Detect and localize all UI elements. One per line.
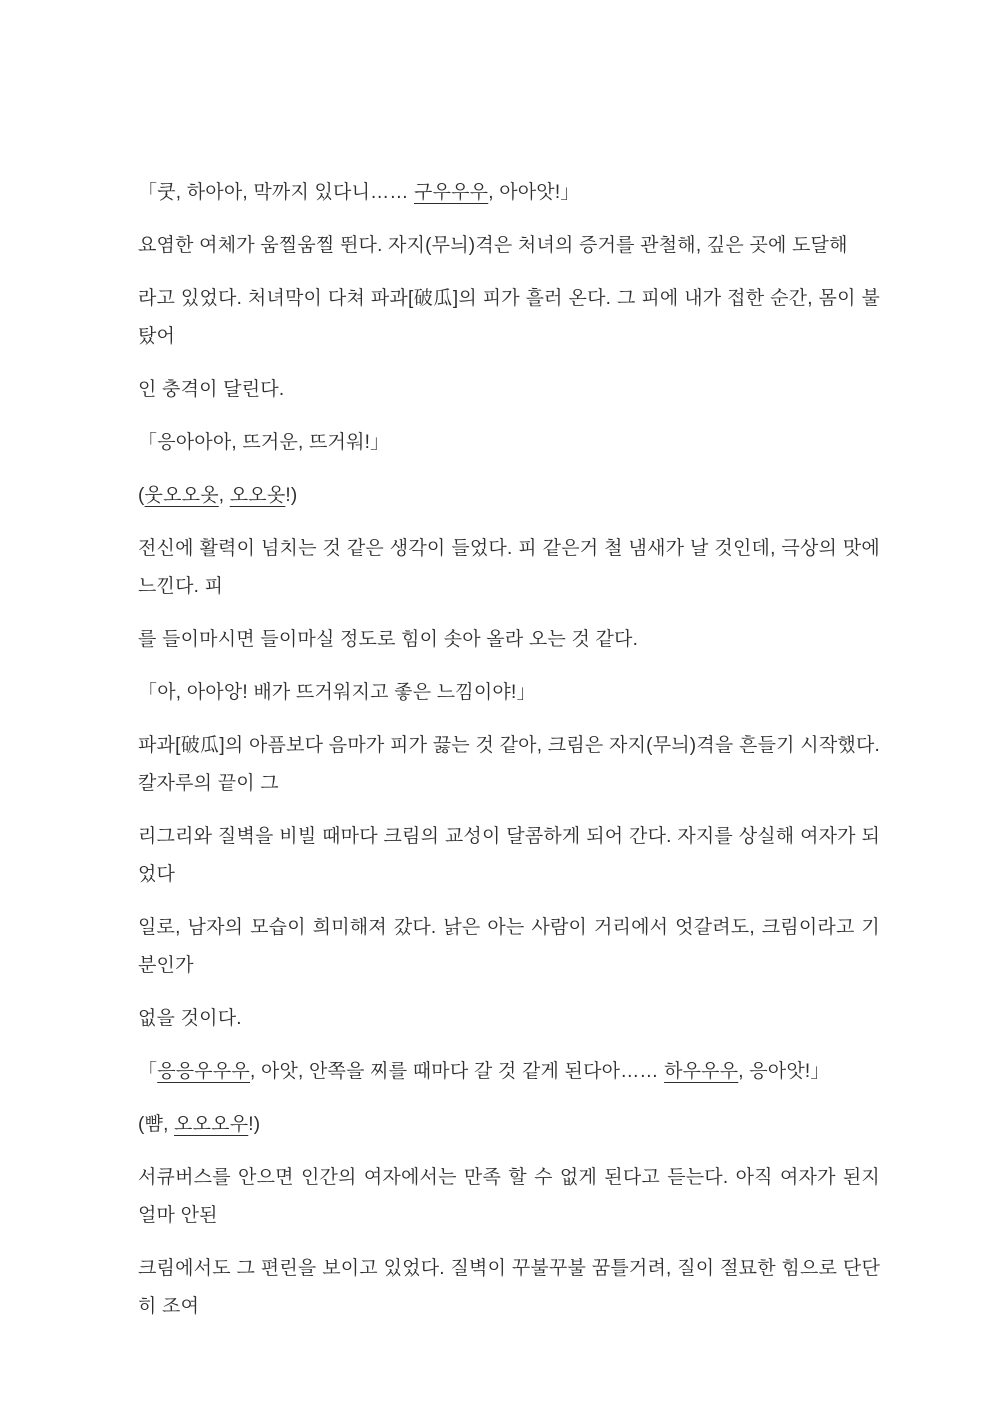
paragraph [138,727,880,803]
paragraph [138,1106,880,1144]
underlined-text: 오오오우 [174,1114,249,1135]
paragraph [138,530,880,606]
text-segment: 없을 것이다. [138,1008,242,1029]
paragraph [138,371,880,409]
text-segment: , 아아앗!」 [488,182,580,203]
text-segment: 서큐버스를 안으면 인간의 여자에서는 만족 할 수 없게 된다고 듣는다. 아직 여자가 된지 얼마 안된 [138,1167,880,1226]
paragraph [138,674,880,712]
text-segment: 인 충격이 달린다. [138,379,285,400]
underlined-text: 하우우우 [664,1061,739,1082]
text-segment: , [218,485,230,506]
text-segment: 파과[破瓜]의 아픔보다 음마가 피가 끓는 것 같아, 크림은 자지(무늬)격을 흔들기 시작했다. 칼자루의 끝이 그 [138,735,880,794]
paragraph [138,477,880,515]
text-segment: , 아앗, 안쪽을 찌를 때마다 갈 것 같게 된다아…… [249,1061,665,1082]
text-segment: !) [248,1114,261,1135]
text-segment: 「쿳, 하아아, 막까지 있다니…… [138,182,415,203]
text-segment: , 응아앗!」 [738,1061,830,1082]
text-segment: 라고 있었다. 처녀막이 다쳐 파과[破瓜]의 피가 흘러 온다. 그 피에 내가 접한 순간, 몸이 불탔어 [138,288,880,347]
underlined-text: 응응우우우 [157,1061,250,1082]
text-segment: 일로, 남자의 모습이 희미해져 갔다. 낡은 아는 사람이 거리에서 엇갈려도, 크림이라고 기분인가 [138,917,880,976]
paragraph [138,621,880,659]
paragraph [138,174,880,212]
text-segment: 「 [138,1061,158,1082]
text-segment: 「아, 아아앙! 배가 뜨거워지고 좋은 느낌이야!」 [138,682,536,703]
paragraph [138,1000,880,1038]
text-segment: 「응아아아, 뜨거운, 뜨거워!」 [138,432,390,453]
text-segment: 요염한 여체가 움찔움찔 뛴다. 자지(무늬)격은 처녀의 증거를 관철해, 깊은 곳에 도달해 [138,235,848,256]
paragraph [138,1053,880,1091]
paragraph [138,818,880,894]
text-segment: 크림에서도 그 편린을 보이고 있었다. 질벽이 꾸불꾸불 꿈틀거려, 질이 절묘한 힘으로 단단히 조여 [138,1258,880,1317]
paragraph [138,1159,880,1235]
underlined-text: 구우우우 [414,182,489,203]
paragraph [138,280,880,356]
paragraph [138,909,880,985]
underlined-text: 웃오오옷 [144,485,219,506]
text-segment: !) [285,485,298,506]
paragraph [138,424,880,462]
text-segment: (뺨, [138,1114,175,1135]
paragraph [138,227,880,265]
underlined-text: 오오옷 [229,485,286,506]
text-segment: 를 들이마시면 들이마실 정도로 힘이 솟아 올라 오는 것 같다. [138,629,639,650]
text-segment: ( [138,485,145,506]
paragraph [138,1250,880,1326]
text-segment: 리그리와 질벽을 비빌 때마다 크림의 교성이 달콤하게 되어 간다. 자지를 상실해 여자가 되었다 [138,826,880,885]
text-content [138,174,880,1341]
text-segment: 전신에 활력이 넘치는 것 같은 생각이 들었다. 피 같은거 철 냄새가 날 것인데, 극상의 맛에 느낀다. 피 [138,538,880,597]
